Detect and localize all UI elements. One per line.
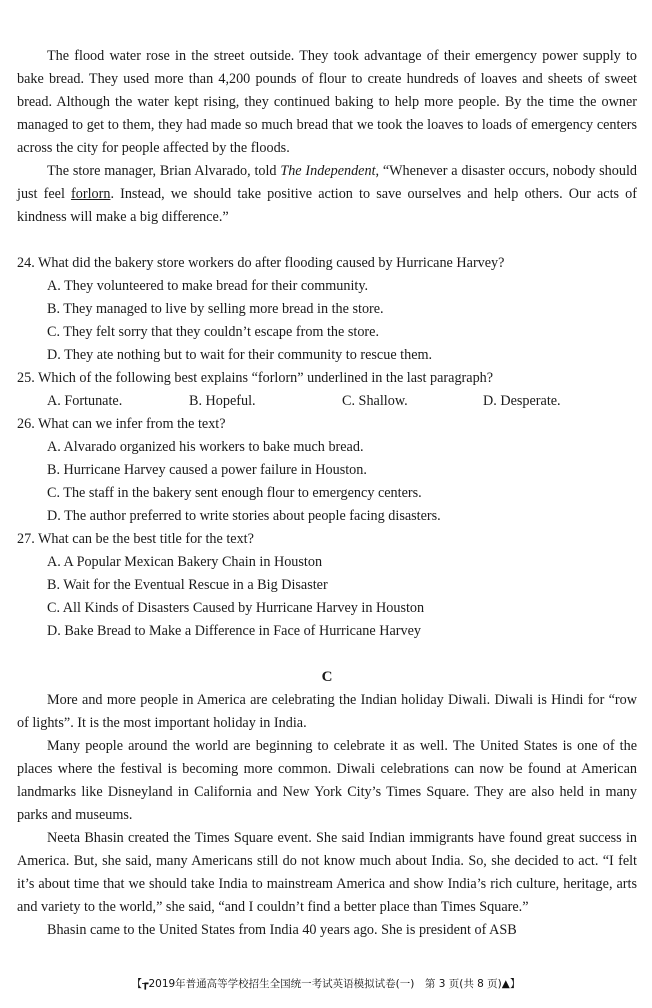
question-26 [17, 413, 637, 528]
passage-c-paragraph-4: Bhasin came to the United States from India 40 years ago. She is president of ASB [47, 922, 517, 938]
passage-b-paragraph-2 [17, 160, 637, 229]
newspaper-name: The Independent [280, 163, 376, 179]
option-a: A. They volunteered to make bread for their community. [47, 278, 369, 294]
passage-b-paragraph-1: The flood water rose in the street outside. They took advantage of their emergency power supply to bake bread. They used more than 4,200 pounds of flour to create hundreds of loaves and sheets of sweet bread. Although the water kept rising, they continued baking to help more people. By the time the owner managed to get to them, they had made so much bread that we took the loaves to loads of emergency centers across the city for people affected by the floods. [17, 48, 637, 156]
option-c: C. They felt sorry that they couldn’t escape from the store. [47, 324, 379, 340]
section-c-title: C [321, 669, 333, 685]
option-d: D. They ate nothing but to wait for their community to rescue them. [47, 347, 433, 363]
option-d: D. The author preferred to write stories about people facing disasters. [47, 508, 441, 524]
option-b: B. They managed to live by selling more bread in the store. [47, 301, 384, 317]
option-d: D. Bake Bread to Make a Difference in Face of Hurricane Harvey [47, 623, 421, 639]
option-b: B. Wait for the Eventual Rescue in a Big Disaster [47, 577, 328, 593]
spacer [17, 643, 637, 666]
option-a: A. Fortunate. [47, 393, 123, 409]
question-25 [17, 367, 637, 413]
options-row [47, 390, 637, 413]
option-b: B. Hurricane Harvey caused a power failure in Houston. [47, 462, 367, 478]
page-content [17, 45, 637, 942]
page-footer: 【┲2019年普通高等学校招生全国统一考试英语模拟试卷(一) 第 3 页(共 8 页)▲】 [131, 978, 521, 990]
option-b: B. Hopeful. [189, 393, 256, 409]
p2-text-before: The store manager, Brian Alvarado, told [47, 163, 281, 179]
question-stem: 27. What can be the best title for the text? [17, 531, 254, 547]
underlined-word: forlorn [71, 186, 111, 202]
question-stem: 26. What can we infer from the text? [17, 416, 226, 432]
question-stem: 25. Which of the following best explains “forlorn” underlined in the last paragraph? [17, 370, 494, 386]
option-c: C. The staff in the bakery sent enough flour to emergency centers. [47, 485, 422, 501]
question-stem: 24. What did the bakery store workers do after flooding caused by Hurricane Harvey? [17, 255, 505, 271]
option-c: C. Shallow. [342, 393, 408, 409]
option-c: C. All Kinds of Disasters Caused by Hurricane Harvey in Houston [47, 600, 425, 616]
option-a: A. A Popular Mexican Bakery Chain in Houston [47, 554, 323, 570]
question-27 [17, 528, 637, 643]
question-24 [17, 252, 637, 367]
passage-c-paragraph-2: Many people around the world are beginning to celebrate it as well. The United States is one of the places where the festival is becoming more common. Diwali celebrations can now be found at American landmarks like Disneyland in California and New York City’s Times Square. They are also held in many parks and museums. [17, 738, 637, 823]
option-d: D. Desperate. [483, 393, 561, 409]
option-a: A. Alvarado organized his workers to bake much bread. [47, 439, 364, 455]
spacer [17, 229, 637, 252]
p2-text-mid: , “Whenever a disaster occurs, nobody should just feel [17, 163, 637, 202]
p2-text-after: . Instead, we should take positive action to save ourselves and help others. Our acts of kindness will make a big difference.” [17, 186, 637, 225]
passage-c-paragraph-3: Neeta Bhasin created the Times Square event. She said Indian immigrants have found great success in America. But, she said, many Americans still do not know much about India. So, she decided to act. “I felt it’s about time that we should take India to mainstream America and show India’s rich culture, heritage, arts and variety to the world,” she said, “and I couldn’t find a better place than Times Square.” [17, 830, 637, 915]
passage-c-paragraph-1: More and more people in America are celebrating the Indian holiday Diwali. Diwali is Hindi for “row of lights”. It is the most important holiday in India. [17, 692, 637, 731]
